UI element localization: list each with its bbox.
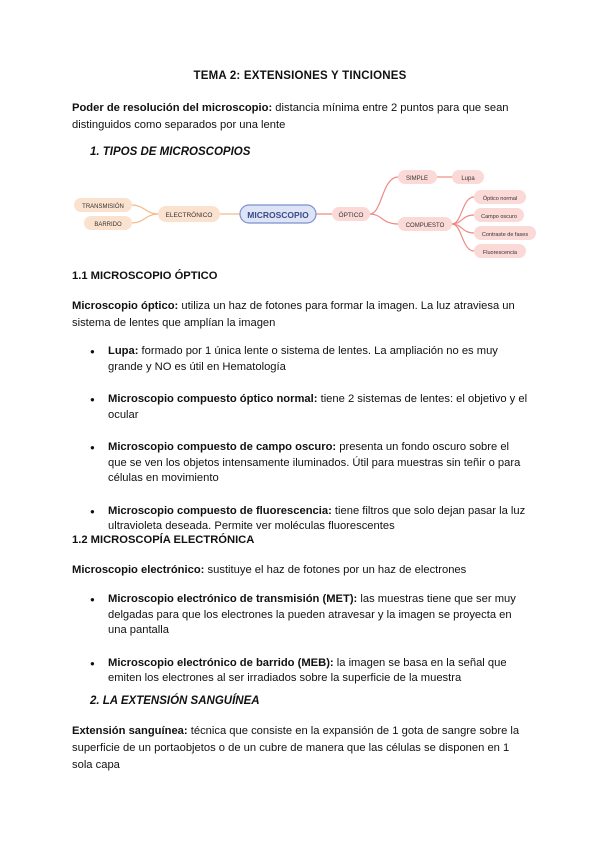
- item-term: Microscopio electrónico de barrido (MEB):: [108, 656, 334, 669]
- item-term: Microscopio electrónico de transmisión (MET):: [108, 593, 358, 605]
- section2-def-term: Extensión sanguínea:: [72, 725, 188, 737]
- node-compuesto-label: COMPUESTO: [405, 223, 445, 229]
- subsection11-definition: [72, 298, 532, 332]
- connector-compuesto-fluorescencia: [452, 224, 474, 251]
- node-simple-label: SIMPLE: [405, 176, 429, 182]
- subsection11-def-term: Microscopio óptico:: [72, 300, 179, 312]
- section2-heading: 2. LA EXTENSIÓN SANGUÍNEA: [90, 695, 260, 707]
- connector-compuesto-optico-normal: [452, 197, 474, 224]
- item-text: tiene 2 sistemas de lentes: el objetivo y el ocular: [108, 393, 528, 421]
- connector-optico-simple: [370, 177, 398, 214]
- list-item: [90, 592, 530, 639]
- section1-heading: 1. TIPOS DE MICROSCOPIOS: [90, 146, 251, 158]
- node-electronico-label: ELECTRÓNICO: [165, 212, 213, 219]
- microscope-mindmap: [70, 163, 540, 260]
- node-transmision-label: TRANSMISIÓN: [82, 204, 124, 210]
- node-campo-oscuro-label: Campo oscuro: [481, 214, 517, 220]
- item-text: tiene filtros que solo dejan pasar la luz ultravioleta deseada. Permite ver moléculas fluorescentes: [108, 504, 526, 532]
- connector-optico-compuesto: [370, 214, 398, 224]
- item-term: Lupa:: [108, 345, 139, 357]
- subsection12-def-text: sustituye el haz de fotones por un haz de electrones: [204, 564, 467, 576]
- item-term: Microscopio compuesto de campo oscuro:: [108, 441, 337, 453]
- list-item: [90, 504, 530, 535]
- node-barrido-label: BARRIDO: [94, 222, 122, 228]
- section2-definition: [72, 723, 532, 774]
- subsection12-def-term: Microscopio electrónico:: [72, 564, 205, 576]
- item-text: presenta un fondo oscuro sobre el que se ven los objetos intensamente iluminados. Útil para muestras sin teñir o para células en movimiento: [108, 441, 521, 484]
- node-fluorescencia-label: Fluorescencia: [482, 250, 518, 256]
- subsection12-list: [90, 592, 530, 687]
- list-item: [90, 656, 530, 687]
- list-item: [90, 440, 530, 487]
- subsection11-list: [90, 344, 530, 535]
- item-text: las muestras tiene que ser muy delgadas para que los electrones la pueden atravesar y la imagen se proyecta en una pantalla: [108, 593, 516, 636]
- item-text: la imagen se basa en la señal que emiten los electrones al ser irradiados sobre la superficie de la muestra: [108, 656, 507, 684]
- intro-term: Poder de resolución del microscopio:: [72, 102, 273, 114]
- node-optico-normal-label: Óptico normal: [482, 196, 518, 202]
- intro-paragraph: [72, 100, 532, 134]
- item-text: formado por 1 única lente o sistema de lentes. La ampliación no es muy grande y NO es útil en Hematología: [108, 345, 498, 373]
- connector-electronico-transmision: [132, 205, 158, 214]
- node-lupa-label: Lupa: [461, 176, 475, 182]
- subsection12-definition: [72, 562, 532, 579]
- section2-def-text: técnica que consiste en la expansión de 1 gota de sangre sobre la superficie de un portaobjetos o de un cubre de manera que las células se disponen en 1 sola capa: [72, 725, 520, 771]
- document-title: TEMA 2: EXTENSIONES Y TINCIONES: [193, 70, 407, 82]
- connector-electronico-barrido: [132, 214, 158, 223]
- item-term: Microscopio compuesto óptico normal:: [108, 393, 318, 405]
- intro-text: distancia mínima entre 2 puntos para que sean distinguidos como separados por una lente: [72, 102, 509, 131]
- node-optico-label: ÓPTICO: [338, 212, 364, 219]
- list-item: [90, 344, 530, 375]
- subsection11-def-text: utiliza un haz de fotones para formar la imagen. La luz atraviesa un sistema de lentes que amplían la imagen: [72, 300, 515, 329]
- node-contraste-label: Contraste de fases: [481, 232, 529, 238]
- list-item: [90, 392, 530, 423]
- item-term: Microscopio compuesto de fluorescencia:: [108, 504, 332, 517]
- subsection11-heading: 1.1 MICROSCOPIO ÓPTICO: [72, 270, 218, 282]
- node-center-label: MICROSCOPIO: [247, 210, 309, 220]
- subsection12-heading: 1.2 MICROSCOPÍA ELECTRÓNICA: [72, 534, 255, 546]
